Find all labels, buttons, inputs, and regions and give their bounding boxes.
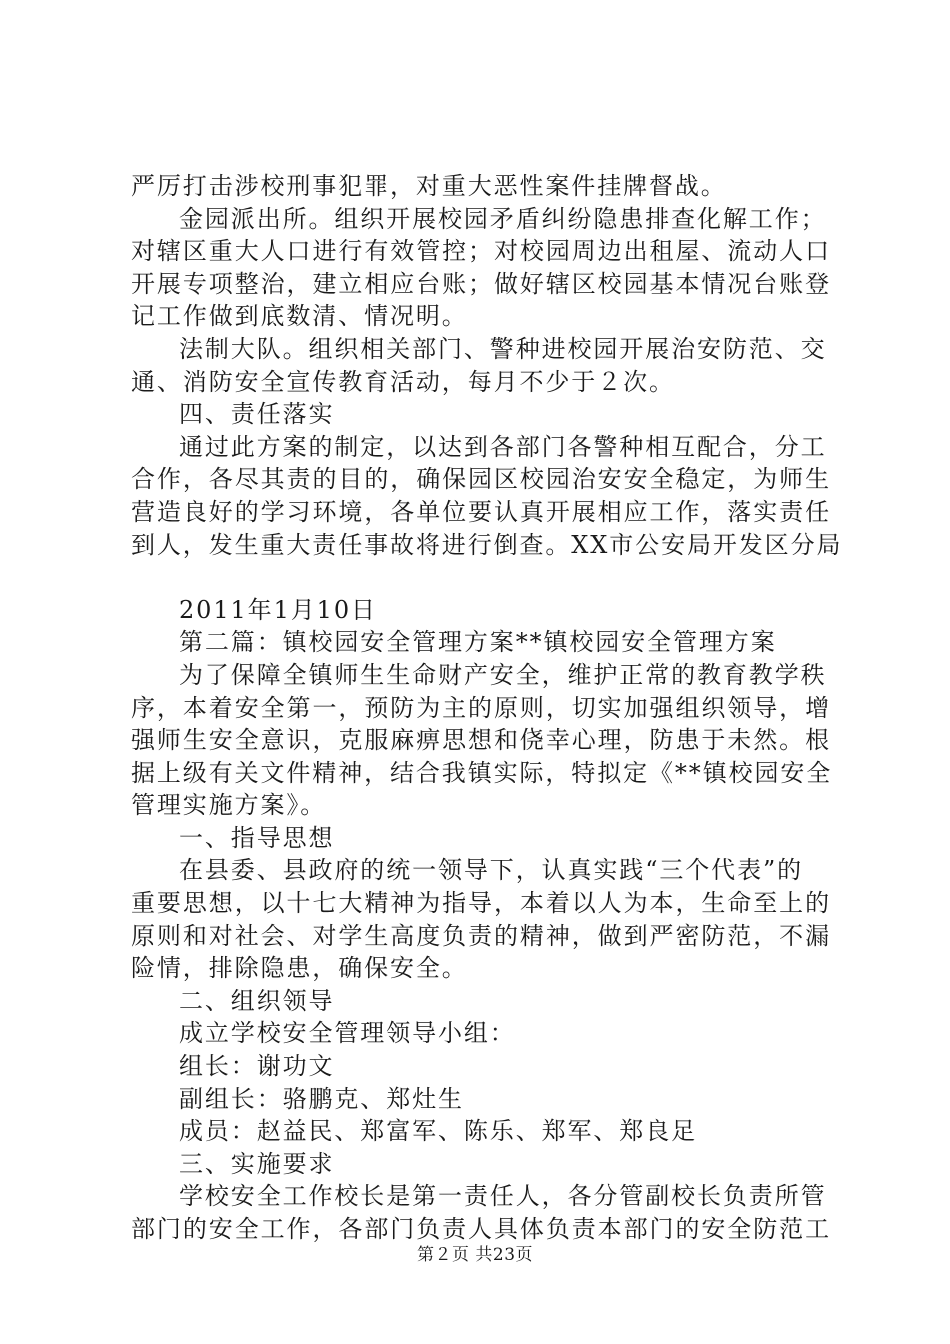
text-line: 合作，各尽其责的目的，确保园区校园治安安全稳定，为师生 — [131, 465, 831, 494]
text-line: 开展专项整治，建立相应台账；做好辖区校园基本情况台账登 — [131, 269, 831, 298]
text-line: 管理实施方案》。 — [131, 791, 327, 820]
section-heading: 一、指导思想 — [179, 823, 335, 852]
text-line: 副组长：骆鹏克、郑灶生 — [179, 1084, 464, 1113]
section-heading: 二、组织领导 — [179, 986, 335, 1015]
section-heading: 三、实施要求 — [179, 1149, 335, 1178]
text-line: 原则和对社会、对学生高度负责的精神，做到严密防范，不漏 — [131, 921, 831, 950]
text-line: 严厉打击涉校刑事犯罪，对重大恶性案件挂牌督战。 — [131, 172, 727, 200]
page-number-footer: 第２页 共23页 — [416, 1245, 534, 1265]
text-line: 成员：赵益民、郑富军、陈乐、郑军、郑良足 — [179, 1117, 697, 1146]
chapter-title: 第二篇：镇校园安全管理方案**镇校园安全管理方案 — [179, 628, 777, 657]
text-line: 重要思想，以十七大精神为指导，本着以人为本，生命至上的 — [131, 889, 831, 918]
document-body — [131, 170, 843, 1246]
text-line: 通过此方案的制定，以达到各部门各警种相互配合，分工 — [179, 432, 827, 461]
text-line: 部门的安全工作，各部门负责人具体负责本部门的安全防范工 — [131, 1215, 831, 1243]
text-line: 成立学校安全管理领导小组： — [179, 1019, 516, 1048]
text-line: 在县委、县政府的统一领导下，认真实践“三个代表”的 — [179, 856, 804, 885]
text-line: 记工作做到底数清、情况明。 — [131, 302, 468, 331]
text-line: 险情，排除隐患，确保安全。 — [131, 954, 468, 983]
section-heading: 四、责任落实 — [179, 400, 335, 429]
blank-line — [131, 561, 831, 594]
text-line: 强师生安全意识，克服麻痹思想和侥幸心理，防患于未然。根 — [131, 726, 831, 755]
text-line: 营造良好的学习环境，各单位要认真开展相应工作，落实责任 — [131, 497, 831, 526]
text-line: 据上级有关文件精神，结合我镇实际，特拟定《**镇校园安全 — [131, 758, 833, 787]
text-line: 学校安全工作校长是第一责任人，各分管副校长负责所管 — [179, 1182, 827, 1211]
text-line: 序，本着安全第一，预防为主的原则，切实加强组织领导，增 — [131, 693, 831, 722]
text-line: 到人，发生重大责任事故将进行倒查。XX市公安局开发区分局 — [131, 530, 843, 559]
text-line: 通、消防安全宣传教育活动，每月不少于２次。 — [131, 367, 675, 396]
text-line: 组长：谢功文 — [179, 1052, 335, 1081]
text-line: 为了保障全镇师生生命财产安全，维护正常的教育教学秩 — [179, 660, 827, 689]
date-line: 2011年1月10日 — [179, 595, 377, 624]
text-line: 金园派出所。组织开展校园矛盾纠纷隐患排查化解工作； — [179, 204, 827, 233]
text-line: 对辖区重大人口进行有效管控；对校园周边出租屋、流动人口 — [131, 237, 831, 266]
text-line: 法制大队。组织相关部门、警种进校园开展治安防范、交 — [179, 334, 827, 363]
